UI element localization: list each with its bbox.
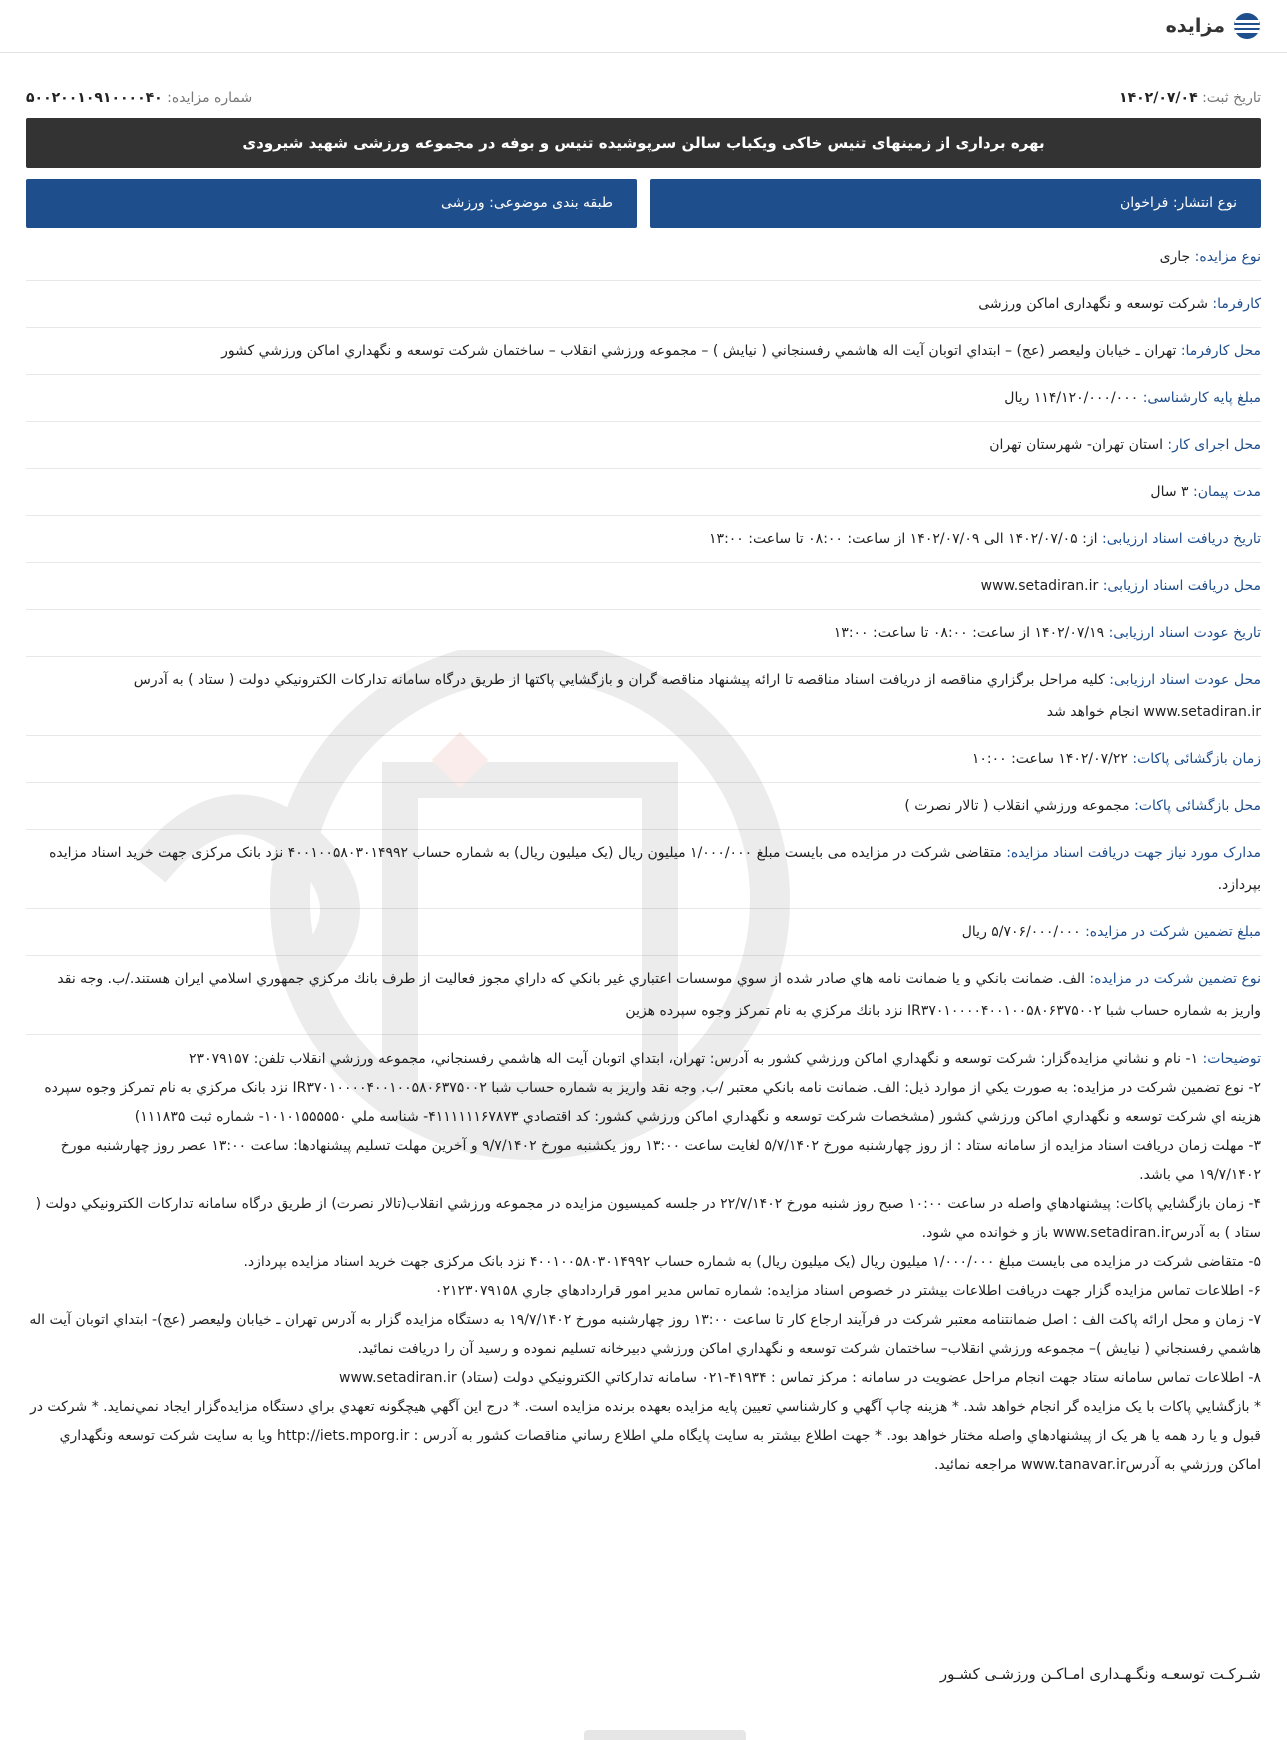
field-value: متقاضی شرکت در مزایده می بایست مبلغ ۱/۰۰۰/۰۰۰ میلیون ریال (یک میلیون ریال) به شماره حساب ۴۰۰۱۰۰۵۸۰۳۰۱۴۹۹۲ نزد بانک مرکزی جهت خرید اسناد مزایده بپردازد.	[49, 845, 1261, 893]
site-logo[interactable]	[1166, 12, 1261, 40]
field-row	[26, 909, 1261, 956]
description-line: ۷- زمان و محل ارائه پاکت الف : اصل ضمانتنامه معتبر شرکت در فرآيند ارجاع کار تا ساعت ۱۳:۰۰ روز چهارشنبه مورخ ۱۹/۷/۱۴۰۲ به دستگاه مزايده گزار به آدرس تهران ـ خيابان وليعصر (عج)- ابتداي اتوبان آيت اله هاشمي رفسنجاني ( نيايش )– مجموعه ورزشي انقلاب– ساختمان شرکت توسعه و نگهداري اماکن ورزشي دبيرخانه تسليم نموده و رسيد آن را دريافت نمائيد.	[29, 1312, 1261, 1357]
auction-fields	[26, 234, 1261, 1035]
registration-date	[1119, 90, 1261, 106]
top-bar	[0, 0, 1287, 53]
field-key: نوع تضمین شرکت در مزایده:	[1089, 971, 1261, 987]
field-row	[26, 328, 1261, 375]
field-value: جاری	[1159, 249, 1191, 265]
description-line: ۸- اطلاعات تماس سامانه ستاد جهت انجام مراحل عضويت در سامانه : مرکز تماس : ۴۱۹۳۴-۰۲۱ سامانه تداركاتي الكترونيكي دولت (ستاد) www.setadiran.ir	[339, 1370, 1261, 1386]
field-key: تاریخ دریافت اسناد ارزیابی:	[1101, 531, 1261, 547]
field-row	[26, 956, 1261, 1035]
field-row	[26, 563, 1261, 610]
description-line: ۲- نوع تضمين شرکت در مزايده: به صورت يکي از موارد ذيل: الف. ضمانت نامه بانكي معتبر /ب. وجه نقد واريز به شماره حساب شبا IR۳۷۰۱۰۰۰۰۴۰۰۱۰۰۵۸۰۶۳۷۵۰۰۲ نزد بانک مرکزي به نام تمرکز وجوه سپرده هزينه اي شرکت توسعه و نگهداري اماکن ورزشي کشور (مشخصات شرکت توسعه و نگهداري اماکن ورزشي کشور: کد اقتصادي ۴۱۱۱۱۱۱۶۷۸۷۳- شناسه ملي ۱۰۱۰۱۵۵۵۵۵۰- شماره ثبت ۱۱۱۸۳۵)	[44, 1080, 1261, 1125]
field-value: استان تهران- شهرستان تهران	[989, 437, 1163, 453]
field-key: کارفرما:	[1212, 296, 1261, 312]
field-value: الف. ضمانت بانكي و يا ضمانت نامه هاي صادر شده از سوي موسسات اعتباري غير بانكي كه داراي مجوز فعاليت از طرف بانك مركزي جمهوري اسلامي ايران هستند./ب. وجه نقد واريز به شماره حساب شبا IR۳۷۰۱۰۰۰۰۴۰۰۱۰۰۵۸۰۶۳۷۵۰۰۲ نزد بانك مركزي به نام تمركز وجوه سپرده هزين	[57, 971, 1261, 1019]
description-text: ۱- نام و نشاني مزايده‌گزار: شرکت توسعه و نگهداري اماکن ورزشي كشور به آدرس: تهران، ابتداي اتوبان آيت اله هاشمي رفسنجاني، مجموعه ورزشي انقلاب تلفن: ۲۳۰۷۹۱۵۷	[189, 1051, 1199, 1067]
field-value: ۱۴۰۲/۰۷/۲۲ ساعت: ۱۰:۰۰	[971, 751, 1128, 767]
description-line: ۵- متقاضی شرکت در مزایده می بایست مبلغ ۱/۰۰۰/۰۰۰ میلیون ریال (یک میلیون ریال) به شماره حساب ۴۰۰۱۰۰۵۸۰۳۰۱۴۹۹۲ نزد بانک مرکزی جهت خرید اسناد مزایده بپردازد.	[243, 1254, 1261, 1270]
field-row	[26, 657, 1261, 736]
field-value: ۳ سال	[1150, 484, 1189, 500]
field-key: محل اجرای کار:	[1167, 437, 1261, 453]
field-row	[26, 422, 1261, 469]
field-row	[26, 375, 1261, 422]
description-line	[26, 1045, 1261, 1074]
field-value: ۱۱۴/۱۲۰/۰۰۰/۰۰۰ ریال	[1004, 390, 1139, 406]
field-key: مبلغ تضمین شرکت در مزایده:	[1085, 924, 1261, 940]
description-line: * بازگشايي پاکات با يک مزايده گر انجام خواهد شد. * هزينه چاپ آگهي و کارشناسي تعيين پايه مزايده بعهده برنده مزايده است. * درج اين آگهي هيچگونه تعهدي براي دستگاه مزايده‌گزار ايجاد نمي‌نمايد. * شرکت در قبول و يا رد همه يا هر يک از پيشنهادهاي واصله مختار خواهد بود. * جهت اطلاع بيشتر به سايت پايگاه ملي اطلاع رساني مناقصات کشور به آدرس : http://iets.mporg.ir ويا به سايت شرکت توسعه ونگهداري اماکن ورزشي به آدرسwww.tanavar.ir مراجعه نمائيد.	[29, 1399, 1261, 1473]
field-row	[26, 281, 1261, 328]
description-line: ۴- زمان بازگشايي پاکات: پيشنهادهاي واصله در ساعت ۱۰:۰۰ صبح روز شنبه مورخ ۲۲/۷/۱۴۰۲ در جلسه کميسيون مزايده در مجموعه ورزشي انقلاب(تالار نصرت) از طريق درگاه سامانه تدارکات الکترونيکي دولت ( ستاد ) به آدرسwww.setadiran.ir باز و خوانده مي شود.	[35, 1196, 1261, 1241]
field-row	[26, 610, 1261, 657]
description-line: ۶- اطلاعات تماس مزايده گزار جهت دريافت اطلاعات بيشتر در خصوص اسناد مزايده: شماره تماس مدير امور قراردادهاي جاري ۰۲۱۲۳۰۷۹۱۵۸	[434, 1283, 1261, 1299]
globe-logo-icon	[1233, 12, 1261, 40]
field-key: مدت پیمان:	[1193, 484, 1261, 500]
registration-date-value: ۱۴۰۲/۰۷/۰۴	[1119, 90, 1198, 106]
field-key: محل دریافت اسناد ارزیابی:	[1102, 578, 1261, 594]
description-label: توضیحات:	[1202, 1051, 1261, 1067]
auction-number	[26, 90, 252, 106]
site-logo-text: مزایده	[1165, 15, 1225, 37]
field-value: از: ۱۴۰۲/۰۷/۰۵ الی ۱۴۰۲/۰۷/۰۹ از ساعت: ۰۸:۰۰ تا ساعت: ۱۳:۰۰	[709, 531, 1098, 547]
field-row	[26, 830, 1261, 909]
info-boxes	[26, 179, 1261, 228]
auction-number-label: شماره مزایده:	[167, 90, 253, 106]
field-row	[26, 516, 1261, 563]
field-key: مبلغ پایه کارشناسی:	[1142, 390, 1261, 406]
field-value: تهران ـ خيابان وليعصر (عج) – ابتداي اتوبان آيت اله هاشمي رفسنجاني ( نيايش ) – مجموعه ورزشي انقلاب – ساختمان شرکت توسعه و نگهداري اماکن ورزشي کشور	[221, 343, 1177, 359]
publish-type-box: نوع انتشار: فراخوان	[650, 179, 1261, 228]
field-key: محل عودت اسناد ارزیابی:	[1109, 672, 1261, 688]
category-box: طبقه بندی موضوعی: ورزشی	[26, 179, 637, 228]
field-row	[26, 783, 1261, 830]
meta-row	[0, 90, 1287, 106]
description	[26, 1045, 1261, 1480]
field-value: مجموعه ورزشي انقلاب ( تالار نصرت )	[904, 798, 1130, 814]
auction-number-value: ۵۰۰۲۰۰۱۰۹۱۰۰۰۰۴۰	[26, 90, 163, 106]
description-line: ۳- مهلت زمان دريافت اسناد مزايده از سامانه ستاد : از روز چهارشنبه مورخ ۵/۷/۱۴۰۲ لغايت ساعت ۱۳:۰۰ روز يكشنبه مورخ ۹/۷/۱۴۰۲ و آخرين مهلت تسليم پيشنهادها: ساعت ۱۳:۰۰ عصر روز چهارشنبه مورخ ۱۹/۷/۱۴۰۲ مي باشد.	[60, 1138, 1261, 1183]
field-value: ۱۴۰۲/۰۷/۱۹ از ساعت: ۰۸:۰۰ تا ساعت: ۱۳:۰۰	[833, 625, 1105, 641]
field-key: مدارک مورد نیاز جهت دریافت اسناد مزایده:	[1006, 845, 1261, 861]
field-value: شرکت توسعه و نگهداری اماکن ورزشی	[978, 296, 1208, 312]
field-key: محل کارفرما:	[1180, 343, 1261, 359]
field-value-link[interactable]: www.setadiran.ir	[980, 578, 1099, 594]
scroll-handle[interactable]	[584, 1730, 746, 1740]
registration-date-label: تاریخ ثبت:	[1202, 90, 1261, 106]
field-key: نوع مزایده:	[1194, 249, 1261, 265]
footer-signature: شـرکـت توسعـه ونگـهـداری امـاکـن ورزشـی کشـور	[939, 1665, 1261, 1683]
field-value: کليه مراحل برگزاري مناقصه از دريافت اسناد مناقصه تا ارائه پيشنهاد مناقصه گران و بازگشايي پاکتها از طريق درگاه سامانه تدارکات الکترونيکي دولت ( ستاد ) به آدرس www.setadiran.ir انجام خواهد شد	[133, 672, 1261, 720]
field-row	[26, 736, 1261, 783]
field-row	[26, 469, 1261, 516]
auction-title: بهره برداری از زمینهای تنیس خاکی ویکباب سالن سرپوشیده تنیس و بوفه در مجموعه ورزشی شهید شیرودی	[26, 118, 1261, 168]
field-key: زمان بازگشائی پاکات:	[1132, 751, 1261, 767]
field-row	[26, 234, 1261, 281]
field-value: ۵/۷۰۶/۰۰۰/۰۰۰ ریال	[961, 924, 1081, 940]
field-key: تاریخ عودت اسناد ارزیابی:	[1108, 625, 1261, 641]
field-key: محل بازگشائی پاکات:	[1134, 798, 1261, 814]
